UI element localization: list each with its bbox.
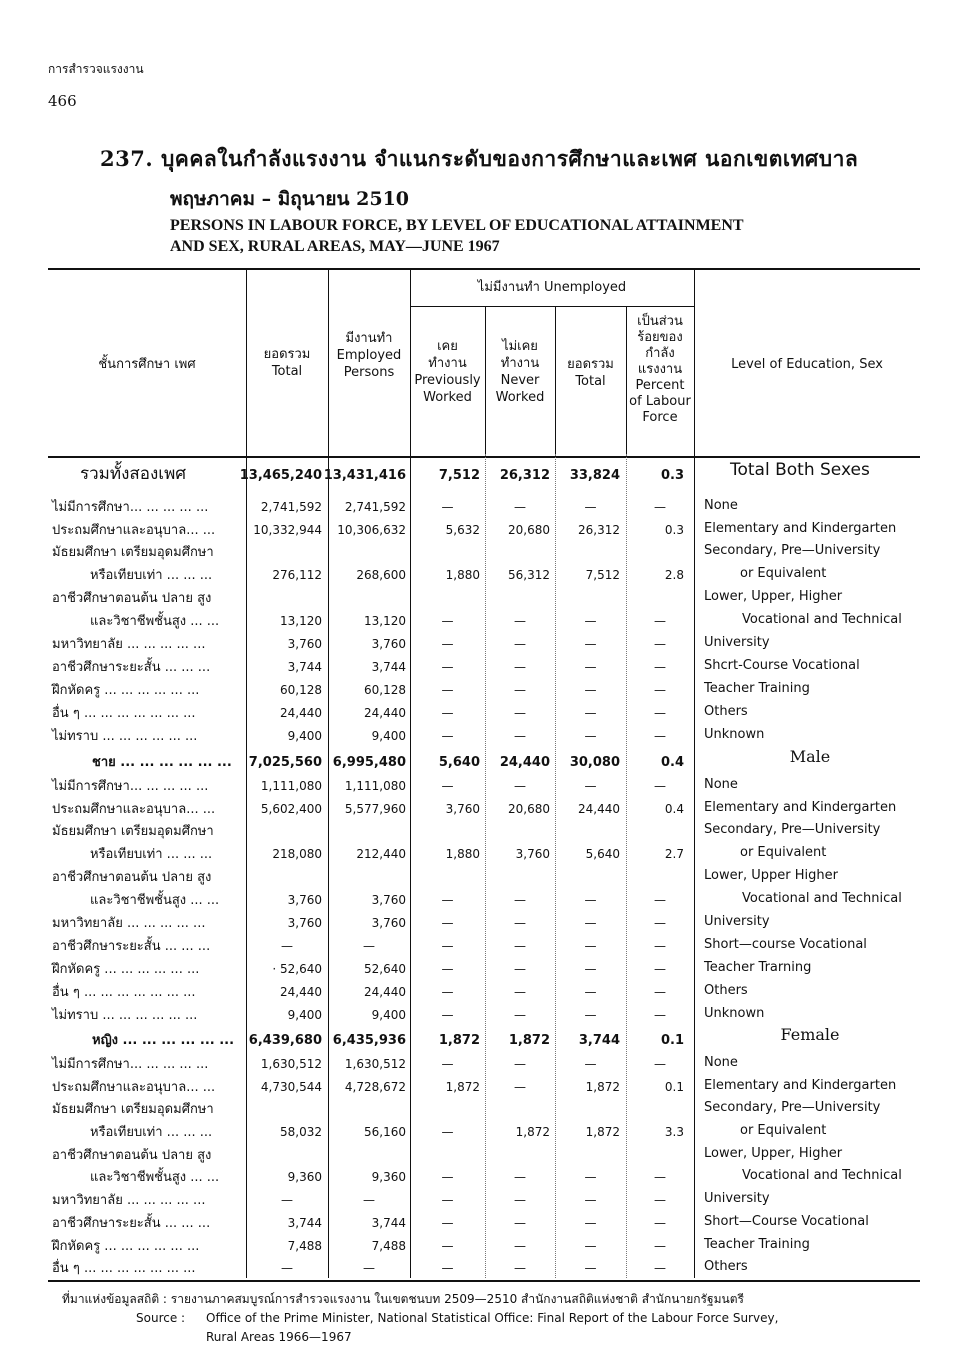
header-unemp-total <box>555 356 626 390</box>
table-cell: — <box>514 962 526 976</box>
table-cell: — <box>441 1008 454 1022</box>
table-cell: — <box>584 500 597 514</box>
table-cell: — <box>654 706 666 720</box>
table-cell: 1,872 <box>585 1080 620 1094</box>
table-cell: 10,332,944 <box>253 523 322 537</box>
table-cell: 1,872 <box>515 1125 550 1139</box>
header-pct-th1: เป็นส่วน <box>637 314 683 329</box>
table-cell: — <box>654 962 666 976</box>
table-cell: 3.3 <box>664 1125 684 1139</box>
table-cell: — <box>281 1261 293 1275</box>
table-cell: — <box>584 962 597 976</box>
table-cell: 6,439,680 <box>248 1033 322 1048</box>
table-cell: — <box>654 729 666 743</box>
table-cell: 1,872 <box>445 1080 480 1094</box>
table-cell: — <box>514 1239 526 1253</box>
col-divider <box>555 454 557 1278</box>
table-cell: 9,360 <box>287 1170 322 1184</box>
table-cell: — <box>584 779 597 793</box>
table-cell: 24,440 <box>280 706 322 720</box>
table-cell: 2,741,592 <box>260 500 322 514</box>
header-employed-th: มีงานทำ <box>345 331 393 346</box>
table-cell: 3,760 <box>371 637 406 651</box>
row-label-english: Male <box>789 747 831 766</box>
row-label-english: Unknown <box>704 727 765 742</box>
header-prev-en2: Worked <box>423 390 472 405</box>
table-cell: 52,640 <box>364 962 406 976</box>
table-cell: — <box>584 1239 597 1253</box>
table-cell: — <box>654 1239 666 1253</box>
table-cell: 0.4 <box>660 755 684 770</box>
table-cell: 1,111,080 <box>260 779 322 793</box>
row-label-english: Teacher Training <box>704 681 810 696</box>
table-cell: 3,744 <box>578 1033 620 1048</box>
header-total-th: ยอดรวม <box>263 347 311 362</box>
table-cell: — <box>654 614 666 628</box>
header-never <box>485 338 555 406</box>
row-label-thai: อาชีวศึกษาระยะสั้น ... ... ... <box>52 1216 211 1231</box>
row-label-english: Secondary, Pre—University <box>704 1100 881 1115</box>
table-title-english <box>170 215 900 257</box>
table-cell: 3,760 <box>287 916 322 930</box>
table-cell: — <box>514 985 526 999</box>
row-label-thai: ฝึกหัดครู ... ... ... ... ... ... <box>52 1239 200 1254</box>
row-label-thai: ไม่มีการศึกษา... ... ... ... ... <box>52 1057 209 1072</box>
table-cell: 5,602,400 <box>260 802 322 816</box>
row-label-thai: ประถมศึกษาและอนุบาล... ... <box>52 1080 216 1095</box>
source-english-line2: Rural Areas 1966—1967 <box>206 1330 352 1344</box>
table-cell: — <box>441 660 454 674</box>
table-cell: — <box>584 637 597 651</box>
header-employed-en1: Employed <box>336 348 402 363</box>
table-cell: 9,400 <box>371 729 406 743</box>
row-label-english: Lower, Upper, Higher <box>704 589 843 604</box>
table-cell: — <box>441 893 454 907</box>
source-english-line1: Office of the Prime Minister, National Statistical Office: Final Report of the Labour Force Survey, <box>206 1311 779 1325</box>
table-cell: 7,488 <box>287 1239 322 1253</box>
table-cell: — <box>441 500 454 514</box>
table-cell: 3,760 <box>445 802 480 816</box>
table-cell: 7,025,560 <box>248 755 322 770</box>
row-label-thai: ไม่ทราบ ... ... ... ... ... ... <box>52 729 198 744</box>
table-cell: 26,312 <box>499 468 550 483</box>
col-divider <box>485 454 487 1278</box>
row-label-english: Elementary and Kindergarten <box>704 521 897 536</box>
table-cell: 2,741,592 <box>344 500 406 514</box>
row-label-thai: ชาย ... ... ... ... ... ... <box>92 755 232 770</box>
table-cell: 9,360 <box>371 1170 406 1184</box>
row-label-english: Lower, Upper, Higher <box>704 1146 843 1161</box>
header-prev-th1: เคย <box>437 339 458 354</box>
table-cell: — <box>441 637 454 651</box>
table-cell: 3,760 <box>515 847 550 861</box>
row-label-english: Unknown <box>704 1006 765 1021</box>
table-cell: — <box>514 683 526 697</box>
header-pct-en1: Percent <box>635 378 685 393</box>
table-cell: 24,440 <box>364 985 406 999</box>
table-cell: — <box>441 1261 454 1275</box>
table-cell: — <box>584 985 597 999</box>
table-cell: 4,730,544 <box>260 1080 322 1094</box>
table-cell: 56,312 <box>508 568 550 582</box>
table-cell: 0.3 <box>660 468 684 483</box>
header-never-th2: ทำงาน <box>500 356 540 371</box>
header-level-thai: ชั้นการศึกษา เพศ <box>98 357 196 372</box>
table-cell: — <box>584 660 597 674</box>
table-cell: — <box>441 1193 454 1207</box>
table-cell: 0.4 <box>664 802 684 816</box>
row-label-english: Teacher Training <box>704 1237 810 1252</box>
table-cell: — <box>514 893 526 907</box>
table-cell: — <box>584 893 597 907</box>
table-cell: 58,032 <box>280 1125 322 1139</box>
table-cell: — <box>441 779 454 793</box>
row-label-english: Elementary and Kindergarten <box>704 800 897 815</box>
table-cell: 3,760 <box>287 637 322 651</box>
row-label-english: Others <box>704 1259 748 1274</box>
row-label-thai: ประถมศึกษาและอนุบาล... ... <box>52 802 216 817</box>
table-cell: — <box>514 1193 526 1207</box>
table-cell: 3,744 <box>371 1216 406 1230</box>
table-cell: 7,512 <box>438 468 480 483</box>
row-label-english: None <box>704 1055 738 1070</box>
table-cell: — <box>654 985 666 999</box>
row-label-thai: ประถมศึกษาและอนุบาล... ... <box>52 523 216 538</box>
table-cell: — <box>584 1193 597 1207</box>
row-label-english: Shcrt-Course Vocational <box>704 658 860 673</box>
row-label-thai: อื่น ๆ ... ... ... ... ... ... ... <box>52 985 196 1000</box>
header-previously <box>410 338 485 406</box>
table-cell: 0.3 <box>664 523 684 537</box>
row-label-thai: ไม่ทราบ ... ... ... ... ... ... <box>52 1008 198 1023</box>
table-cell: 60,128 <box>280 683 322 697</box>
header-pct-en3: Force <box>642 410 678 425</box>
row-label-thai: และวิชาชีพชั้นสูง ... ... <box>90 614 220 629</box>
row-label-thai: หญิง ... ... ... ... ... ... <box>92 1033 235 1048</box>
table-cell: — <box>654 683 666 697</box>
table-cell: — <box>441 683 454 697</box>
table-cell: 13,465,240 <box>239 468 322 483</box>
table-cell: 24,440 <box>499 755 550 770</box>
table-cell: — <box>514 1261 526 1275</box>
table-cell: — <box>514 1170 526 1184</box>
row-label-thai: มหาวิทยาลัย ... ... ... ... ... <box>52 916 206 931</box>
col-divider <box>246 454 247 1278</box>
table-cell: — <box>654 1008 666 1022</box>
row-label-english: Female <box>780 1025 840 1044</box>
row-label-english: Secondary, Pre—University <box>704 543 881 558</box>
table-cell: 1,880 <box>445 847 480 861</box>
running-title: การสำรวจแรงงาน <box>48 62 144 76</box>
table-cell: — <box>441 1057 454 1071</box>
table-cell: — <box>363 1193 375 1207</box>
table-cell: · 52,640 <box>272 962 322 976</box>
table-title-thai: 237. บุคคลในกำลังแรงงาน จำแนกระดับของการศึกษาและเพศ นอกเขตเทศบาล <box>100 146 859 171</box>
table-cell: — <box>441 962 454 976</box>
table-cell: 9,400 <box>287 729 322 743</box>
source-label: Source : <box>136 1311 186 1325</box>
table-cell: 3,760 <box>371 916 406 930</box>
table-cell: — <box>441 1239 454 1253</box>
row-label-thai: มัธยมศึกษา เตรียมอุดมศึกษา <box>52 1102 214 1117</box>
table-cell: 24,440 <box>578 802 620 816</box>
table-cell: 6,995,480 <box>332 755 406 770</box>
header-total <box>246 346 328 380</box>
row-label-english: Secondary, Pre—University <box>704 822 881 837</box>
table-cell: 24,440 <box>280 985 322 999</box>
table-cell: — <box>654 500 666 514</box>
table-cell: — <box>514 1080 526 1094</box>
title-english-line2: AND SEX, RURAL AREAS, MAY—JUNE 1967 <box>170 238 500 255</box>
row-label-thai: อาชีวศึกษาตอนต้น ปลาย สูง <box>52 591 212 606</box>
page-number: 466 <box>48 92 77 110</box>
header-pct-th3: กำลัง <box>645 346 675 361</box>
table-cell: — <box>654 1193 666 1207</box>
row-label-english: Others <box>704 983 748 998</box>
table-cell: 56,160 <box>364 1125 406 1139</box>
table-cell: 6,435,936 <box>332 1033 406 1048</box>
table-cell: — <box>654 1057 666 1071</box>
row-label-thai: อาชีวศึกษาระยะสั้น ... ... ... <box>52 660 211 675</box>
table-cell: — <box>584 1170 597 1184</box>
table-cell: 20,680 <box>508 802 550 816</box>
table-header <box>48 268 920 458</box>
table-cell: — <box>363 939 375 953</box>
table-cell: — <box>584 1261 597 1275</box>
table-cell: — <box>514 614 526 628</box>
table-cell: — <box>281 1193 293 1207</box>
table-cell: 1,630,512 <box>260 1057 322 1071</box>
header-pct-en2: of Labour <box>629 394 691 409</box>
header-employed <box>328 330 410 381</box>
row-label-english: Teacher Trarning <box>704 960 812 975</box>
table-title-thai-date: พฤษภาคม – มิถุนายน 2510 <box>170 188 410 210</box>
header-prev-en1: Previously <box>414 373 481 388</box>
table-cell: 5,640 <box>585 847 620 861</box>
table-cell: 5,640 <box>438 755 480 770</box>
row-label-english: or Equivalent <box>740 1123 827 1138</box>
row-label-thai: อาชีวศึกษาตอนต้น ปลาย สูง <box>52 870 212 885</box>
row-label-thai: ไม่มีการศึกษา... ... ... ... ... <box>52 500 209 515</box>
table-cell: 30,080 <box>569 755 620 770</box>
table-cell: 9,400 <box>287 1008 322 1022</box>
table-cell: — <box>514 706 526 720</box>
table-cell: — <box>441 985 454 999</box>
table-cell: 1,872 <box>508 1033 550 1048</box>
row-label-thai: มหาวิทยาลัย ... ... ... ... ... <box>52 637 206 652</box>
table-cell: 1,630,512 <box>344 1057 406 1071</box>
row-label-thai: รวมทั้งสองเพศ <box>80 464 187 484</box>
table-cell: 10,306,632 <box>337 523 406 537</box>
header-total-en: Total <box>271 364 303 379</box>
table-cell: 0.1 <box>664 1080 684 1094</box>
table-cell: 3,760 <box>371 893 406 907</box>
table-cell: — <box>584 729 597 743</box>
table-cell: — <box>654 1261 666 1275</box>
table-cell: 3,744 <box>371 660 406 674</box>
table-cell: 13,431,416 <box>323 468 406 483</box>
table-cell: — <box>584 683 597 697</box>
col-divider <box>410 454 411 1278</box>
table-cell: — <box>584 939 597 953</box>
row-label-thai: อาชีวศึกษาตอนต้น ปลาย สูง <box>52 1148 212 1163</box>
row-label-thai: มหาวิทยาลัย ... ... ... ... ... <box>52 1193 206 1208</box>
col-divider <box>626 454 628 1278</box>
row-label-thai: อื่น ๆ ... ... ... ... ... ... ... <box>52 1261 196 1276</box>
table-cell: 3,744 <box>287 1216 322 1230</box>
table-cell: — <box>514 637 526 651</box>
table-cell: 1,111,080 <box>344 779 406 793</box>
row-label-thai: อื่น ๆ ... ... ... ... ... ... ... <box>52 706 196 721</box>
table-cell: — <box>514 660 526 674</box>
table-cell: 1,872 <box>438 1033 480 1048</box>
table-cell: — <box>584 1216 597 1230</box>
table-cell: — <box>514 779 526 793</box>
row-label-thai: หรือเทียบเท่า ... ... ... <box>90 847 213 862</box>
row-label-thai: มัธยมศึกษา เตรียมอุดมศึกษา <box>52 545 214 560</box>
header-pct-th2: ร้อยของ <box>637 330 683 345</box>
header-unemployed: ไม่มีงานทำ Unemployed <box>477 280 627 295</box>
table-cell: — <box>441 1216 454 1230</box>
table-cell: — <box>441 614 454 628</box>
row-label-english: or Equivalent <box>740 845 827 860</box>
table-cell: — <box>281 939 293 953</box>
table-cell: — <box>654 916 666 930</box>
table-cell: — <box>514 729 526 743</box>
row-label-thai: อาชีวศึกษาระยะสั้น ... ... ... <box>52 939 211 954</box>
table-cell: — <box>584 614 597 628</box>
table-cell: — <box>584 706 597 720</box>
row-label-english: Elementary and Kindergarten <box>704 1078 897 1093</box>
title-english-line1: PERSONS IN LABOUR FORCE, BY LEVEL OF EDUCATIONAL ATTAINMENT <box>170 217 744 234</box>
header-utotal-en: Total <box>575 374 606 389</box>
table-cell: 3,760 <box>287 893 322 907</box>
row-label-thai: และวิชาชีพชั้นสูง ... ... <box>90 893 220 908</box>
source-thai: ที่มาแห่งข้อมูลสถิติ : รายงานภาคสมบูรณ์การสำรวจแรงงาน ในเขตชนบท 2509—2510 สำนักงานสถิติแห่งชาติ สำนักนายกรัฐมนตรี <box>62 1292 744 1306</box>
col-divider <box>328 454 329 1278</box>
table-cell: 33,824 <box>569 468 620 483</box>
table-cell: 276,112 <box>272 568 322 582</box>
row-label-thai: ฝึกหัดครู ... ... ... ... ... ... <box>52 962 200 977</box>
table-cell: 4,728,672 <box>344 1080 406 1094</box>
table-cell: 5,632 <box>445 523 480 537</box>
header-pct-th4: แรงงาน <box>637 362 683 377</box>
row-label-thai: หรือเทียบเท่า ... ... ... <box>90 568 213 583</box>
table-cell: — <box>654 660 666 674</box>
table-cell: 7,488 <box>371 1239 406 1253</box>
table-cell: — <box>514 500 526 514</box>
table-cell: — <box>514 1216 526 1230</box>
table-cell: — <box>514 1008 526 1022</box>
row-label-thai: หรือเทียบเท่า ... ... ... <box>90 1125 213 1140</box>
table-cell: — <box>441 916 454 930</box>
table-cell: — <box>514 939 526 953</box>
row-label-english: Vocational and Technical <box>742 1168 902 1183</box>
table-cell: 1,872 <box>585 1125 620 1139</box>
table-cell: — <box>441 729 454 743</box>
header-prev-th2: ทำงาน <box>428 356 467 371</box>
table-cell: 7,512 <box>585 568 620 582</box>
table-cell: — <box>584 916 597 930</box>
table-cell: 2.7 <box>664 847 684 861</box>
table-cell: 2.8 <box>664 568 684 582</box>
table-cell: 13,120 <box>280 614 322 628</box>
table-cell: — <box>441 706 454 720</box>
header-never-en1: Never <box>500 373 540 388</box>
table-cell: 1,880 <box>445 568 480 582</box>
table-cell: 3,744 <box>287 660 322 674</box>
table-cell: — <box>584 1057 597 1071</box>
header-employed-en2: Persons <box>343 365 395 380</box>
row-label-english: University <box>704 635 770 650</box>
row-label-english: Others <box>704 704 748 719</box>
table-cell: — <box>441 1170 454 1184</box>
row-label-english: or Equivalent <box>740 566 827 581</box>
table-cell: — <box>441 939 454 953</box>
table-cell: — <box>514 1057 526 1071</box>
table-cell: — <box>654 1170 666 1184</box>
table-cell: 26,312 <box>578 523 620 537</box>
row-label-english: University <box>704 914 770 929</box>
header-never-th1: ไม่เคย <box>502 339 538 354</box>
row-label-english: Vocational and Technical <box>742 891 902 906</box>
row-label-thai: ฝึกหัดครู ... ... ... ... ... ... <box>52 683 200 698</box>
table-cell: 24,440 <box>364 706 406 720</box>
header-never-en2: Worked <box>495 390 545 405</box>
table-cell: 212,440 <box>356 847 406 861</box>
table-cell: 60,128 <box>364 683 406 697</box>
row-label-thai: ไม่มีการศึกษา... ... ... ... ... <box>52 779 209 794</box>
table-cell: 268,600 <box>356 568 406 582</box>
table-cell: — <box>584 1008 597 1022</box>
table-cell: — <box>654 637 666 651</box>
col-divider <box>694 454 695 1278</box>
table-cell: 0.1 <box>660 1033 684 1048</box>
row-label-english: Total Both Sexes <box>730 460 870 480</box>
row-label-english: None <box>704 498 738 513</box>
table-cell: 218,080 <box>272 847 322 861</box>
row-label-english: Short—Course Vocational <box>704 1214 869 1229</box>
table-cell: — <box>514 916 526 930</box>
table-cell: — <box>363 1261 375 1275</box>
header-utotal-th: ยอดรวม <box>567 357 614 372</box>
header-percent <box>626 314 694 426</box>
table-cell: — <box>441 1125 454 1139</box>
table-cell: 5,577,960 <box>344 802 406 816</box>
table-cell: 9,400 <box>371 1008 406 1022</box>
row-label-english: None <box>704 777 738 792</box>
table-bottom-rule <box>48 1280 920 1282</box>
table-cell: — <box>654 893 666 907</box>
row-label-english: Vocational and Technical <box>742 612 902 627</box>
table-cell: — <box>654 1216 666 1230</box>
row-label-thai: มัธยมศึกษา เตรียมอุดมศึกษา <box>52 824 214 839</box>
table-cell: 20,680 <box>508 523 550 537</box>
row-label-thai: และวิชาชีพชั้นสูง ... ... <box>90 1170 220 1185</box>
row-label-english: Short—course Vocational <box>704 937 867 952</box>
row-label-english: Lower, Upper Higher <box>704 868 838 883</box>
unemployed-underline <box>410 306 694 307</box>
table-cell: 13,120 <box>364 614 406 628</box>
header-level-english: Level of Education, Sex <box>731 357 883 372</box>
table-cell: — <box>654 939 666 953</box>
table-cell: — <box>654 779 666 793</box>
row-label-english: University <box>704 1191 770 1206</box>
